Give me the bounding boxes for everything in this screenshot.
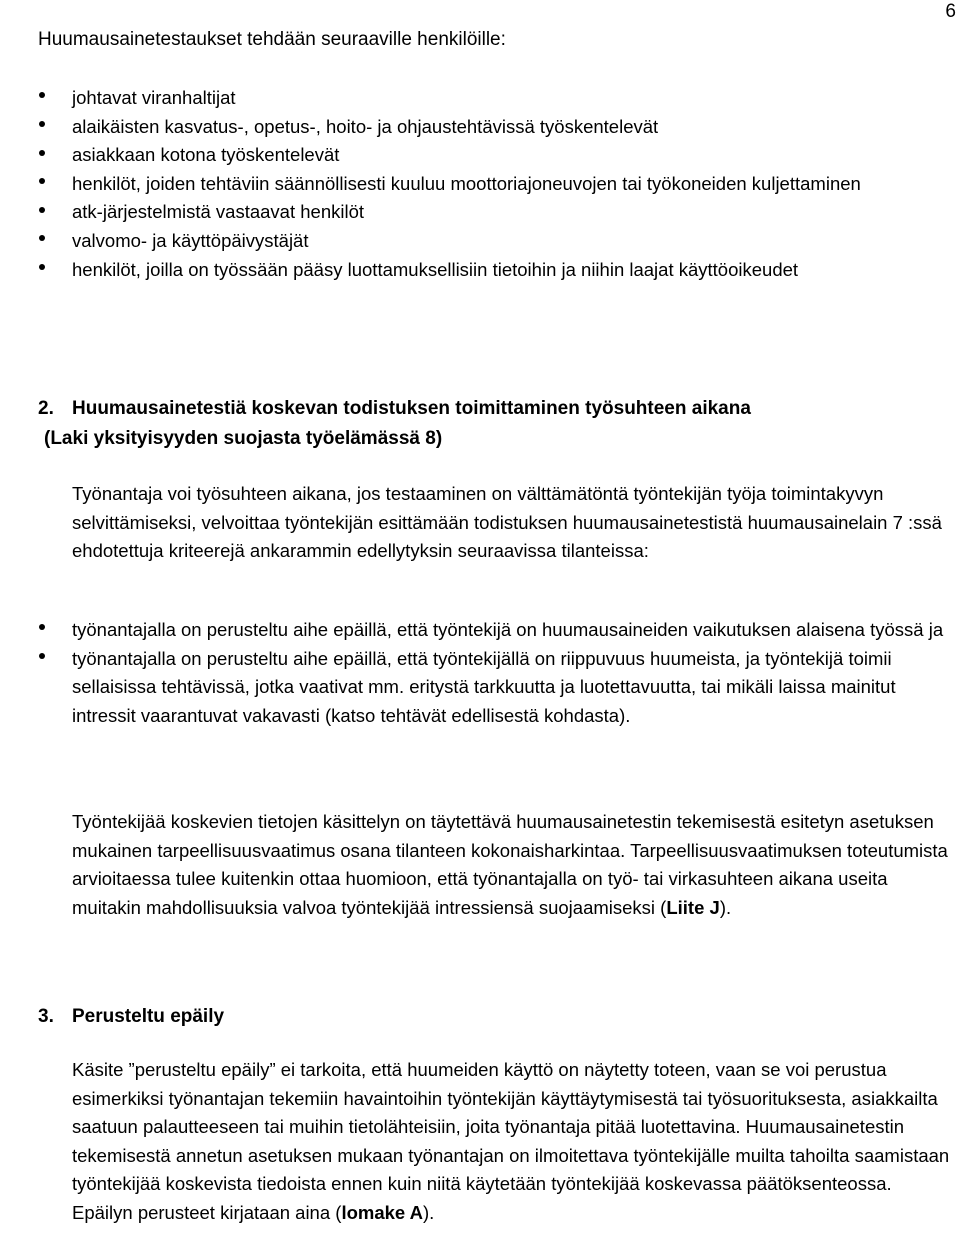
section-title: Perusteltu epäily bbox=[72, 1006, 225, 1027]
section-number: 2. bbox=[38, 398, 54, 419]
paragraph: Työnantaja voi työsuhteen aikana, jos testaaminen on välttämätöntä työntekijän työja toimintakyvyn selvittämiseksi, velvoittaa työntekijän esittämään todistuksen huumausainetestistä huumausainelain 7 :ssä ehdotettuja kriteerejä ankarammin edellytyksin seuraavissa tilanteissa: bbox=[72, 483, 942, 562]
intro-text: Huumausainetestaukset tehdään seuraaville henkilöille: bbox=[38, 29, 506, 50]
paragraph-text: Käsite ”perusteltu epäily” ei tarkoita, että huumeiden käyttö on näytetty toteen, vaan se voi perustua esimerkiksi työnantajan tekemiin havaintoihin työntekijän käyttäytymisestä tai työsuorituksesta, asiakkailta saatuun palautteeseen tai muihin tietolähteisiin, joita työnantaja pitää luotettavina. Huumausainetestin tekemisestä annetun asetuksen mukaan työnantajan on ilmoitettava työntekijälle muilta tahoilta saamistaan työntekijää koskevista tiedoista ennen kuin niitä käytetään työntekijää koskevassa päätöksenteossa. Epäilyn perusteet kirjataan aina ( bbox=[72, 1059, 950, 1223]
tested-persons-list bbox=[72, 84, 952, 284]
section-title: Huumausainetestiä koskevan todistuksen toimittaminen työsuhteen aikana bbox=[72, 398, 751, 419]
paragraph bbox=[72, 1056, 952, 1228]
section-subtitle: (Laki yksityisyyden suojasta työelämässä 8) bbox=[44, 428, 443, 449]
page-number: 6 bbox=[945, 1, 956, 22]
paragraph-end: ). bbox=[423, 1201, 435, 1223]
list-item: työnantajalla on perusteltu aihe epäillä, että työntekijä on huumausaineiden vaikutuksen alaisena työssä ja bbox=[72, 616, 952, 645]
list-item: atk-järjestelmistä vastaavat henkilöt bbox=[72, 198, 952, 227]
paragraph-end: ). bbox=[719, 896, 732, 918]
list-item: henkilöt, joilla on työssään pääsy luottamuksellisiin tietoihin ja niihin laajat käyttöoikeudet bbox=[72, 256, 952, 285]
list-item: henkilöt, joiden tehtäviin säännöllisesti kuuluu moottoriajoneuvojen tai työkoneiden kuljettaminen bbox=[72, 170, 952, 199]
paragraph-text: Työntekijää koskevien tietojen käsittelyn on täytettävä huumausainetestin tekemisestä esitetyn asetuksen mukainen tarpeellisuusvaatimus osana tilanteen kokonaisharkintaa. Tarpeellisuusvaatimuksen toteutumista arvioitaessa tulee kuitenkin ottaa huomioon, että työnantajalla on työ- tai virkasuhteen aikana useita muitakin mahdollisuuksia valvoa työntekijää intressiensä suojaamiseksi ( bbox=[72, 811, 948, 918]
form-reference: lomake A bbox=[341, 1201, 424, 1223]
paragraph bbox=[72, 808, 952, 922]
list-item: valvomo- ja käyttöpäivystäjät bbox=[72, 227, 952, 256]
appendix-reference: Liite J bbox=[666, 896, 720, 918]
section-2-heading bbox=[38, 394, 751, 454]
list-item: johtavat viranhaltijat bbox=[72, 84, 952, 113]
list-item: alaikäisten kasvatus-, opetus-, hoito- ja ohjaustehtävissä työskentelevät bbox=[72, 113, 952, 142]
list-item: asiakkaan kotona työskentelevät bbox=[72, 141, 952, 170]
list-item: työnantajalla on perusteltu aihe epäillä, että työntekijällä on riippuvuus huumeista, ja työntekijä toimii sellaisissa tehtävissä, jotka vaativat mm. eritystä tarkkuutta ja luotettavuutta, tai mikäli laissa mainitut intressit vaarantuvat vakavasti (katso tehtävät edellisestä kohdasta). bbox=[72, 645, 952, 731]
situations-list bbox=[72, 616, 952, 730]
section-3-heading bbox=[38, 1002, 224, 1032]
section-number: 3. bbox=[38, 1006, 54, 1027]
